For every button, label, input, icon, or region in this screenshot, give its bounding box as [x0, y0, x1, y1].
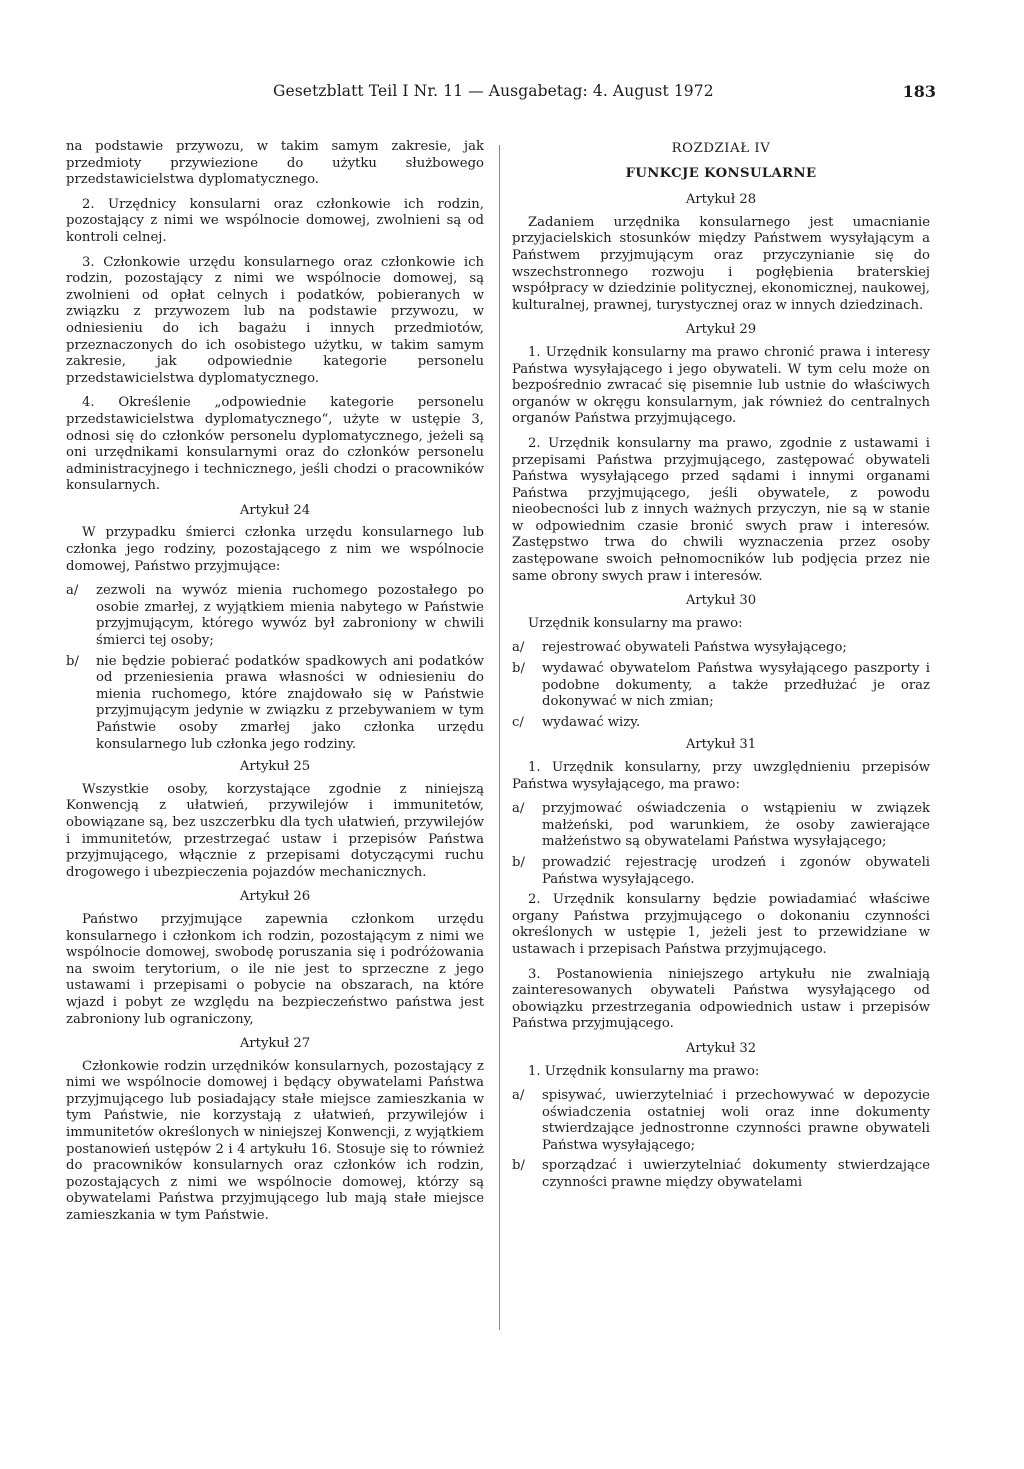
article-heading: Artykuł 30 [685, 593, 757, 609]
paragraph: 2. Urzędnicy konsularni oraz członkowie ich rodzin, pozostający z nimi we wspólnocie domowej, zwolnieni są od kontroli celnej. [66, 196, 484, 245]
paragraph: 2. Urzędnik konsularny będzie powiadamiać właściwe organy Państwa przyjmującego o dokonaniu czynności określonych w ustępie 1, jeżeli jest to przewidziane w ustawach i przepisach Państwa przyjmującego. [512, 892, 930, 957]
paragraph: 1. Urzędnik konsularny ma prawo chronić prawa i interesy Państwa wysyłającego i jego obywateli. W tym celu może on bezpośrednio zwracać się pisemnie lub ustnie do właściwych organów w okręgu konsularnym, jak również do centralnych organów Państwa przyjmującego. [512, 344, 930, 427]
list-item [512, 640, 930, 657]
article-heading: Artykuł 26 [239, 889, 311, 905]
paragraph: 2. Urzędnik konsularny ma prawo, zgodnie z ustawami i przepisami Państwa przyjmującego, zastępować obywateli Państwa wysyłającego przed sądami i innymi organami Państwa przyjmującego, jeśli obywatele, z powodu nieobecności lub z innych ważnych przyczyn, nie są w stanie w odpowiednim czasie bronić swych praw i interesów. Zastępstwo trwa do chwili wyznaczenia przez osoby zastępowane swoich pełnomocników lub podjęcia przez nie same obrony swych praw i interesów. [512, 435, 930, 584]
paragraph: 3. Postanowienia niniejszego artykułu nie zwalniają zainteresowanych obywateli Państwa wysyłającego od obowiązku przestrzegania odpowiednich ustaw i przepisów Państwa przyjmującego. [512, 966, 930, 1032]
paragraph: 4. Określenie „odpowiednie kategorie personelu przedstawicielstwa dyplomatycznego“, użyte w ustępie 3, odnosi się do członków personelu dyplomatycznego, jeżeli są oni urzędnikami konsularnymi oraz do członków personelu administracyjnego i technicznego, jeśli chodzi o pracowników konsularnych. [66, 395, 484, 494]
paragraph: 3. Członkowie urzędu konsularnego oraz członkowie ich rodzin, pozostający z nimi we wspólnocie domowej, są zwolnieni od opłat celnych i podatków, pobieranych w związku z przywozem lub na podstawie przywozu, w odniesieniu do ich bagażu i innych przedmiotów, przeznaczonych do ich osobistego użytku, w takim samym zakresie, jak odpowiednie kategorie personelu przedstawicielstwa dyplomatycznego. [66, 254, 484, 386]
article-heading: Artykuł 25 [239, 759, 311, 775]
paragraph: Członkowie rodzin urzędników konsularnych, pozostający z nimi we wspólnocie domowej i będący obywatelami Państwa przyjmującego lub posiadający stałe miejsce zamieszkania w tym Państwie, nie korzystają z ułatwień, przywilejów i immunitetów określonych w niniejszej Konwencji, z wyjątkiem postanowień ustępów 2 i 4 artykułu 16. Stosuje się to również do pracowników konsularnych oraz członków ich rodzin, pozostających z nimi we wspólnocie domowej, którzy są obywatelami Państwa przyjmującego lub mają stałe miejsce zamieszkania w tym Państwie. [66, 1058, 484, 1224]
paragraph: Urzędnik konsularny ma prawo: [528, 615, 743, 631]
article-heading: Artykuł 28 [685, 192, 757, 208]
list-text: przyjmować oświadczenia o wstąpieniu w związek małżeński, pod warunkiem, że osoby zawierające małżeństwo są obywatelami Państwa wysyłającego; [542, 801, 930, 850]
chapter-number: ROZDZIAŁ IV [671, 141, 771, 156]
list-text: nie będzie pobierać podatków spadkowych ani podatków od przeniesienia prawa własności w odniesieniu do mienia ruchomego, które znajdowało się w Państwie przyjmującym jedynie w związku z przebywaniem w tym Państwie osoby zmarłej jako członka urzędu konsularnego lub członka jego rodziny. [96, 653, 484, 752]
list-label: a/ [512, 1088, 525, 1104]
list-text: sporządzać i uwierzytelniać dokumenty stwierdzające czynności prawne między obywatelami [542, 1158, 930, 1191]
list-item [512, 801, 930, 851]
list-label: a/ [66, 583, 79, 599]
list-label: b/ [512, 854, 525, 870]
column-divider [499, 145, 500, 1330]
page-header [68, 78, 936, 108]
list-item [512, 1088, 930, 1154]
list-item [512, 1158, 930, 1191]
list-label: b/ [66, 653, 79, 669]
list-label: b/ [512, 1158, 525, 1174]
article-heading: Artykuł 27 [239, 1036, 311, 1052]
list-item [512, 855, 930, 888]
list-text: prowadzić rejestrację urodzeń i zgonów obywateli Państwa wysyłającego. [542, 854, 930, 887]
article-heading: Artykuł 31 [685, 737, 757, 753]
list-item [512, 715, 930, 732]
running-title: Gesetzblatt Teil I Nr. 11 — Ausgabetag: 4. August 1972 [273, 82, 714, 100]
paragraph: na podstawie przywozu, w takim samym zakresie, jak przedmioty przywiezione do użytku służbowego przedstawicielstwa dyplomatycznego. [66, 139, 484, 188]
chapter-title: FUNKCJE KONSULARNE [625, 165, 817, 181]
article-heading: Artykuł 24 [239, 502, 311, 518]
list-item [66, 654, 484, 754]
list-label: a/ [512, 640, 525, 656]
paragraph: Wszystkie osoby, korzystające zgodnie z niniejszą Konwencją z ułatwień, przywilejów i immunitetów, obowiązane są, bez uszczerbku dla tych ułatwień, przywilejów i immunitetów, przestrzegać ustaw i przepisów Państwa przyjmującego, włącznie z przepisami dotyczącymi ruchu drogowego i ubezpieczenia pojazdów mechanicznych. [66, 781, 484, 880]
list-text: wydawać obywatelom Państwa wysyłającego paszporty i podobne dokumenty, a także przedłużać je oraz dokonywać w nich zmian; [542, 661, 930, 710]
list-label: c/ [512, 714, 524, 730]
list-item [66, 583, 484, 649]
paragraph: Państwo przyjmujące zapewnia członkom urzędu konsularnego i członkom ich rodzin, pozostającym z nimi we wspólnocie domowej, swobodę poruszania się i podróżowania na swoim terytorium, o ile nie jest to sprzeczne z jego ustawami i przepisami o pobycie na obszarach, na które wjazd i pobyt ze względu na bezpieczeństwo państwa jest zabroniony lub ograniczony, [66, 911, 484, 1027]
paragraph: 1. Urzędnik konsularny, przy uwzględnieniu przepisów Państwa wysyłającego, ma prawo: [512, 760, 930, 792]
page-number: 183 [902, 82, 936, 101]
paragraph: W przypadku śmierci członka urzędu konsularnego lub członka jego rodziny, pozostającego z nim we wspólnocie domowej, Państwo przyjmujące: [66, 525, 484, 574]
article-heading: Artykuł 29 [685, 322, 757, 338]
article-heading: Artykuł 32 [685, 1040, 757, 1056]
list-item [512, 661, 930, 711]
list-text: rejestrować obywateli Państwa wysyłającego; [542, 640, 847, 656]
paragraph: 1. Urzędnik konsularny ma prawo: [528, 1063, 760, 1079]
list-text: zezwoli na wywóz mienia ruchomego pozostałego po osobie zmarłej, z wyjątkiem mienia nabytego w Państwie przyjmującym, którego wywóz był zabroniony w chwili śmierci tej osoby; [96, 583, 484, 649]
list-text: wydawać wizy. [542, 714, 641, 730]
list-text: spisywać, uwierzytelniać i przechowywać w depozycie oświadczenia ostatniej woli oraz inne dokumenty stwierdzające jednostronne czynności prawne obywateli Państwa wysyłającego; [542, 1088, 930, 1153]
left-column [66, 139, 484, 1233]
paragraph: Zadaniem urzędnika konsularnego jest umacnianie przyjacielskich stosunków między Państwem wysyłającym a Państwem przyjmującym oraz przyczynianie się do wszechstronnego rozwoju i pogłębienia braterskiej współpracy w dziedzinie politycznej, ekonomicznej, naukowej, kulturalnej, prawnej, turystycznej oraz w innych dziedzinach. [512, 214, 930, 313]
right-column [512, 139, 930, 1196]
list-label: b/ [512, 661, 525, 677]
list-label: a/ [512, 801, 525, 817]
